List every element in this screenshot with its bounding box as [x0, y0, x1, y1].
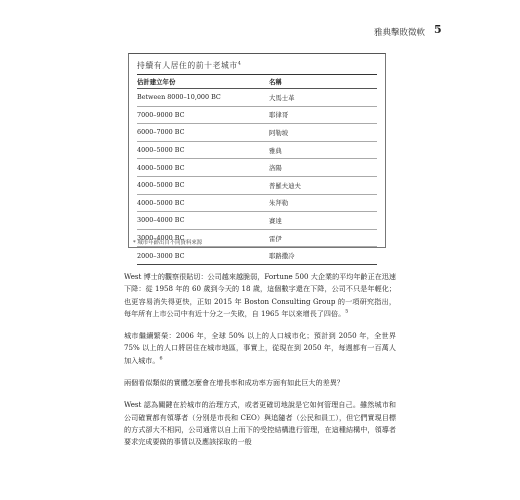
- cell-name: 耶路撒冷: [269, 247, 377, 265]
- table-footnote: * 城市年齡出自不同資料來源: [133, 240, 203, 246]
- table-row: [137, 141, 377, 159]
- paragraph-text: West 認為關鍵在於城市的治理方式，或者更確切地說是它如何管理自己。雖然城市和公司確實都有領導者（分別是市長和 CEO）與追隨者（公民和員工），但它們實現目標的方式卻大不相同，公司通常以自上而下的受控結構進行管理，在這種結構中，領導者要求完成要做的事情以及應該採取的一般: [124, 400, 396, 447]
- cell-year: 3000–4000 BC: [137, 229, 269, 247]
- paragraph-text: West 博士的觀察很貼切：公司越來越脆弱，Fortune 500 大企業的平均年齡正在迅速下降：從 1958 年的 60 歲到今天的 18 歲，這個數字還在下降，公司不只是年輕化；也更容易消失得更快，正如 2015 年 Boston Consulting Group 的一項研究指出，每年所有上市公司中有近十分之一失敗，自 1965 年以來增長了四倍。: [124, 272, 396, 318]
- cell-year: 4000–5000 BC: [137, 141, 269, 159]
- table-row: [137, 194, 377, 212]
- footnote-ref: 5: [345, 309, 349, 315]
- cell-year: Between 8000–10,000 BC: [137, 89, 269, 107]
- table-row: [137, 106, 377, 124]
- column-header-name: 名稱: [269, 75, 377, 89]
- table-row: [137, 212, 377, 230]
- cell-name: 耶律哥: [269, 106, 377, 124]
- table-title-text: 持續有人居住的前十老城市: [137, 61, 238, 70]
- table-row: [137, 89, 377, 107]
- body-text: [124, 271, 396, 459]
- table-row: [137, 124, 377, 142]
- table-row: [137, 247, 377, 265]
- cell-name: 賽達: [269, 212, 377, 230]
- cell-year: 4000–5000 BC: [137, 176, 269, 194]
- page-number: 5: [434, 23, 442, 36]
- footnote-ref: 6: [159, 356, 163, 362]
- cell-name: 雅典: [269, 141, 377, 159]
- cell-year: 4000–5000 BC: [137, 194, 269, 212]
- running-header-title: 雅典擊敗徵軟: [373, 28, 425, 38]
- paragraph: [124, 399, 396, 448]
- paragraph: [124, 271, 396, 320]
- table-row: [137, 159, 377, 177]
- table-header-row: [137, 75, 377, 89]
- paragraph-text: 城市繼續繁榮：2006 年，全球 50% 以上的人口城市化；預計到 2050 年，全世界 75% 以上的人口將居住在城市地區，事實上，從現在到 2050 年，每週都有一百萬人加入城市。: [124, 331, 396, 365]
- table-title-note: 4: [237, 60, 242, 67]
- paragraph-text: 兩個看似類似的實體怎麼會在增長率和成功率方面有如此巨大的差異？: [124, 378, 344, 388]
- column-header-year: 估計建立年份: [137, 75, 269, 89]
- cell-name: 雷伊: [269, 229, 377, 247]
- cell-year: 4000–5000 BC: [137, 159, 269, 177]
- cell-name: 大馬士革: [269, 89, 377, 107]
- city-table-box: [128, 53, 386, 261]
- cell-year: 7000–9000 BC: [137, 106, 269, 124]
- cell-name: 洛陽: [269, 159, 377, 177]
- table-title: [137, 60, 242, 71]
- cell-year: 6000–7000 BC: [137, 124, 269, 142]
- cell-name: 阿勒坡: [269, 124, 377, 142]
- paragraph: [124, 330, 396, 367]
- running-header: [340, 25, 500, 39]
- cell-year: 2000–3000 BC: [137, 247, 269, 265]
- oldest-cities-table: [137, 74, 377, 265]
- cell-year: 3000–4000 BC: [137, 212, 269, 230]
- cell-name: 普羅夫迪夫: [269, 176, 377, 194]
- paragraph: [124, 377, 396, 389]
- cell-name: 朱拜勒: [269, 194, 377, 212]
- table-row: [137, 176, 377, 194]
